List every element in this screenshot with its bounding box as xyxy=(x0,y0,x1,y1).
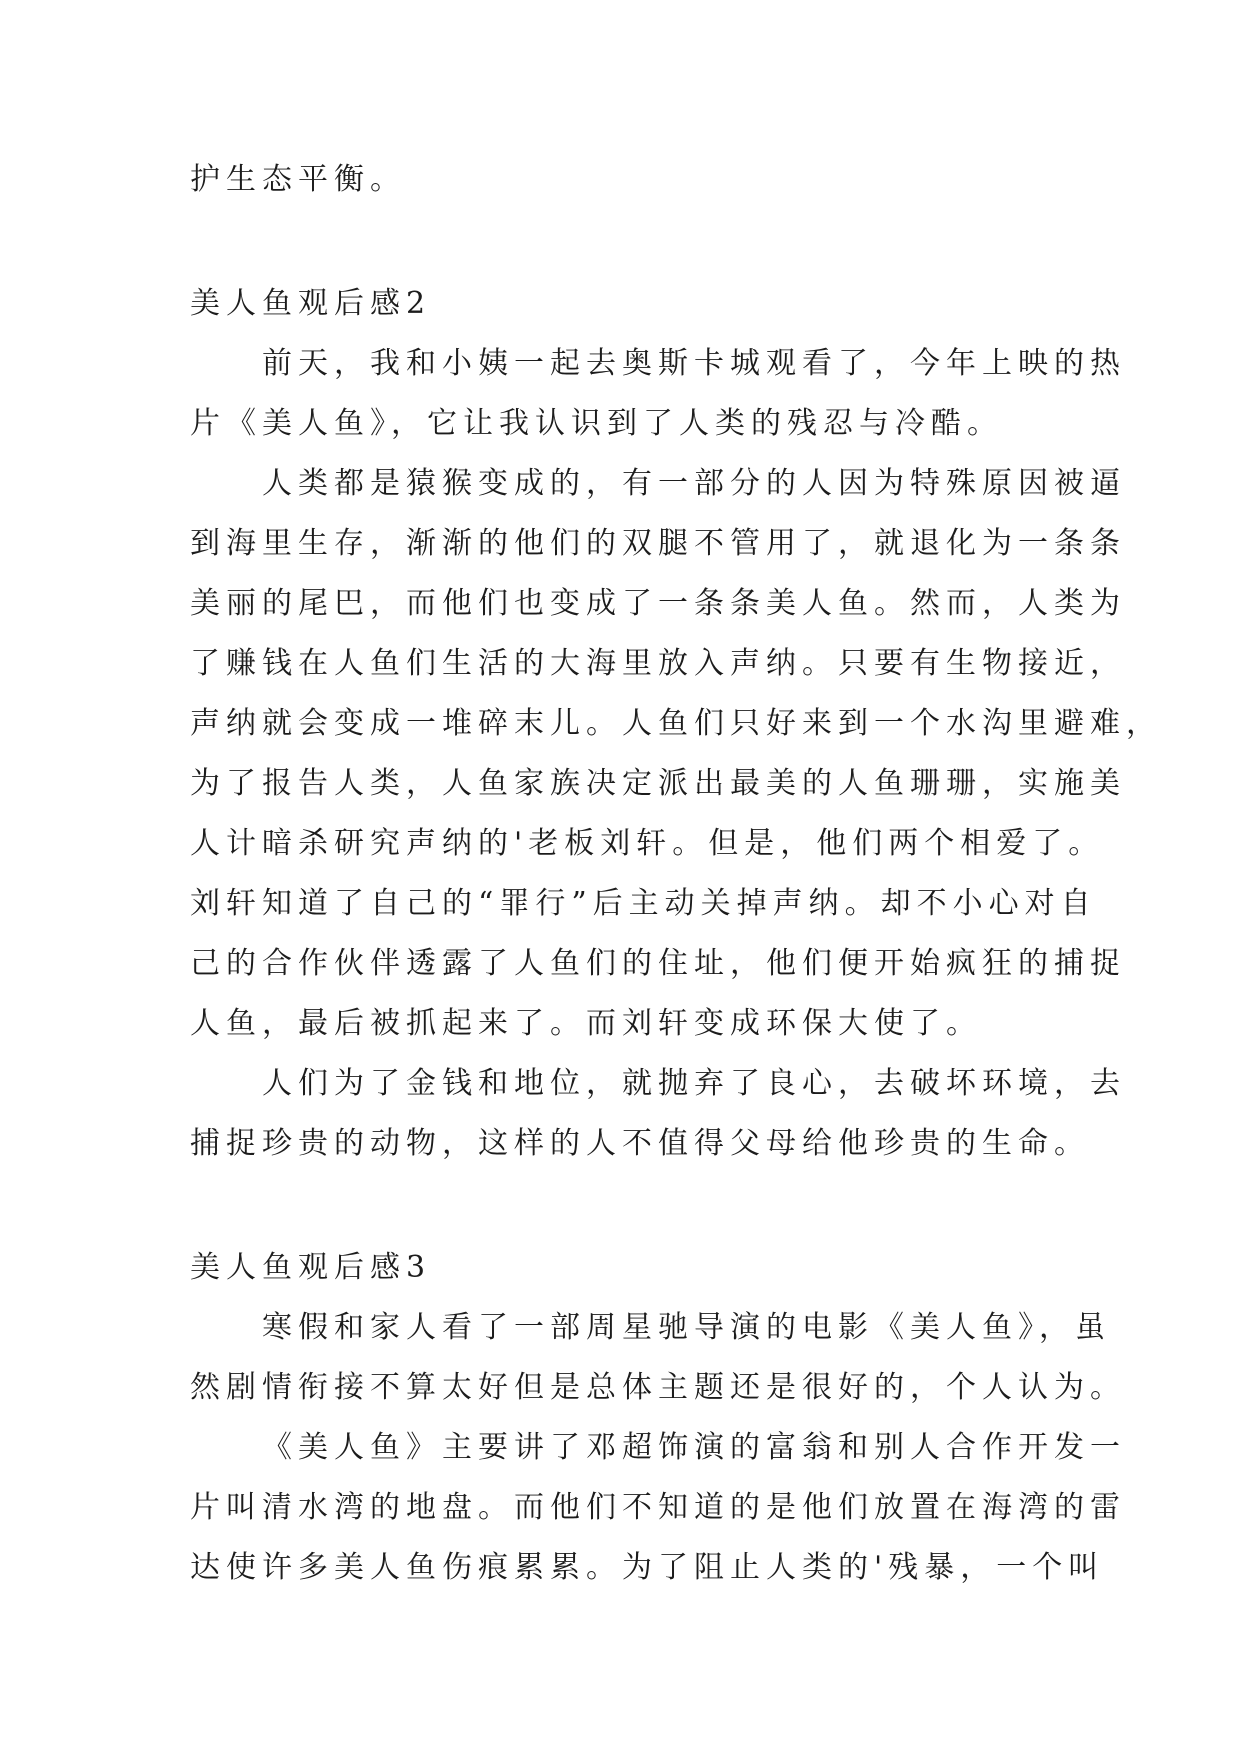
paragraph-line: 到海里生存，渐渐的他们的双腿不管用了，就退化为一条条 xyxy=(190,526,1126,561)
paragraph-line: 了赚钱在人鱼们生活的大海里放入声纳。只要有生物接近， xyxy=(190,646,1126,681)
paragraph-line: 片叫清水湾的地盘。而他们不知道的是他们放置在海湾的雷 xyxy=(190,1490,1126,1525)
paragraph-line: 己的合作伙伴透露了人鱼们的住址，他们便开始疯狂的捕捉 xyxy=(190,946,1126,981)
paragraph-line: 人们为了金钱和地位，就抛弃了良心，去破坏环境，去 xyxy=(262,1066,1126,1101)
paragraph-line: 《美人鱼》主要讲了邓超饰演的富翁和别人合作开发一 xyxy=(262,1430,1126,1465)
paragraph-line: 捕捉珍贵的动物，这样的人不值得父母给他珍贵的生命。 xyxy=(190,1126,1090,1161)
section-gap xyxy=(190,1174,1070,1238)
paragraph-line: 美丽的尾巴，而他们也变成了一条条美人鱼。然而，人类为 xyxy=(190,586,1126,621)
paragraph-line: 为了报告人类，人鱼家族决定派出最美的人鱼珊珊，实施美 xyxy=(190,766,1126,801)
section-heading: 美人鱼观后感3 xyxy=(190,1250,432,1285)
paragraph-line: 人计暗杀研究声纳的'老板刘轩。但是，他们两个相爱了。 xyxy=(190,826,1105,861)
paragraph-line: 然剧情衔接不算太好但是总体主题还是很好的，个人认为。 xyxy=(190,1370,1126,1405)
paragraph-line: 片《美人鱼》，它让我认识到了人类的残忍与冷酷。 xyxy=(190,406,1003,441)
paragraph-line: 人鱼，最后被抓起来了。而刘轩变成环保大使了。 xyxy=(190,1006,982,1041)
paragraph-line: 达使许多美人鱼伤痕累累。为了阻止人类的'残暴，一个叫 xyxy=(190,1550,1105,1585)
paragraph-line: 人类都是猿猴变成的，有一部分的人因为特殊原因被逼 xyxy=(262,466,1126,501)
section-heading: 美人鱼观后感2 xyxy=(190,286,432,321)
document-body xyxy=(190,150,1162,1598)
paragraph-line: 护生态平衡。 xyxy=(190,162,406,197)
section-gap xyxy=(190,210,1070,274)
paragraph-line: 刘轩知道了自己的“罪行”后主动关掉声纳。却不小心对自 xyxy=(190,886,1097,921)
paragraph-line: 声纳就会变成一堆碎末儿。人鱼们只好来到一个水沟里避难， xyxy=(190,706,1162,741)
paragraph-line: 寒假和家人看了一部周星驰导演的电影《美人鱼》，虽 xyxy=(262,1310,1111,1345)
paragraph-line: 前天，我和小姨一起去奥斯卡城观看了，今年上映的热 xyxy=(262,346,1126,381)
